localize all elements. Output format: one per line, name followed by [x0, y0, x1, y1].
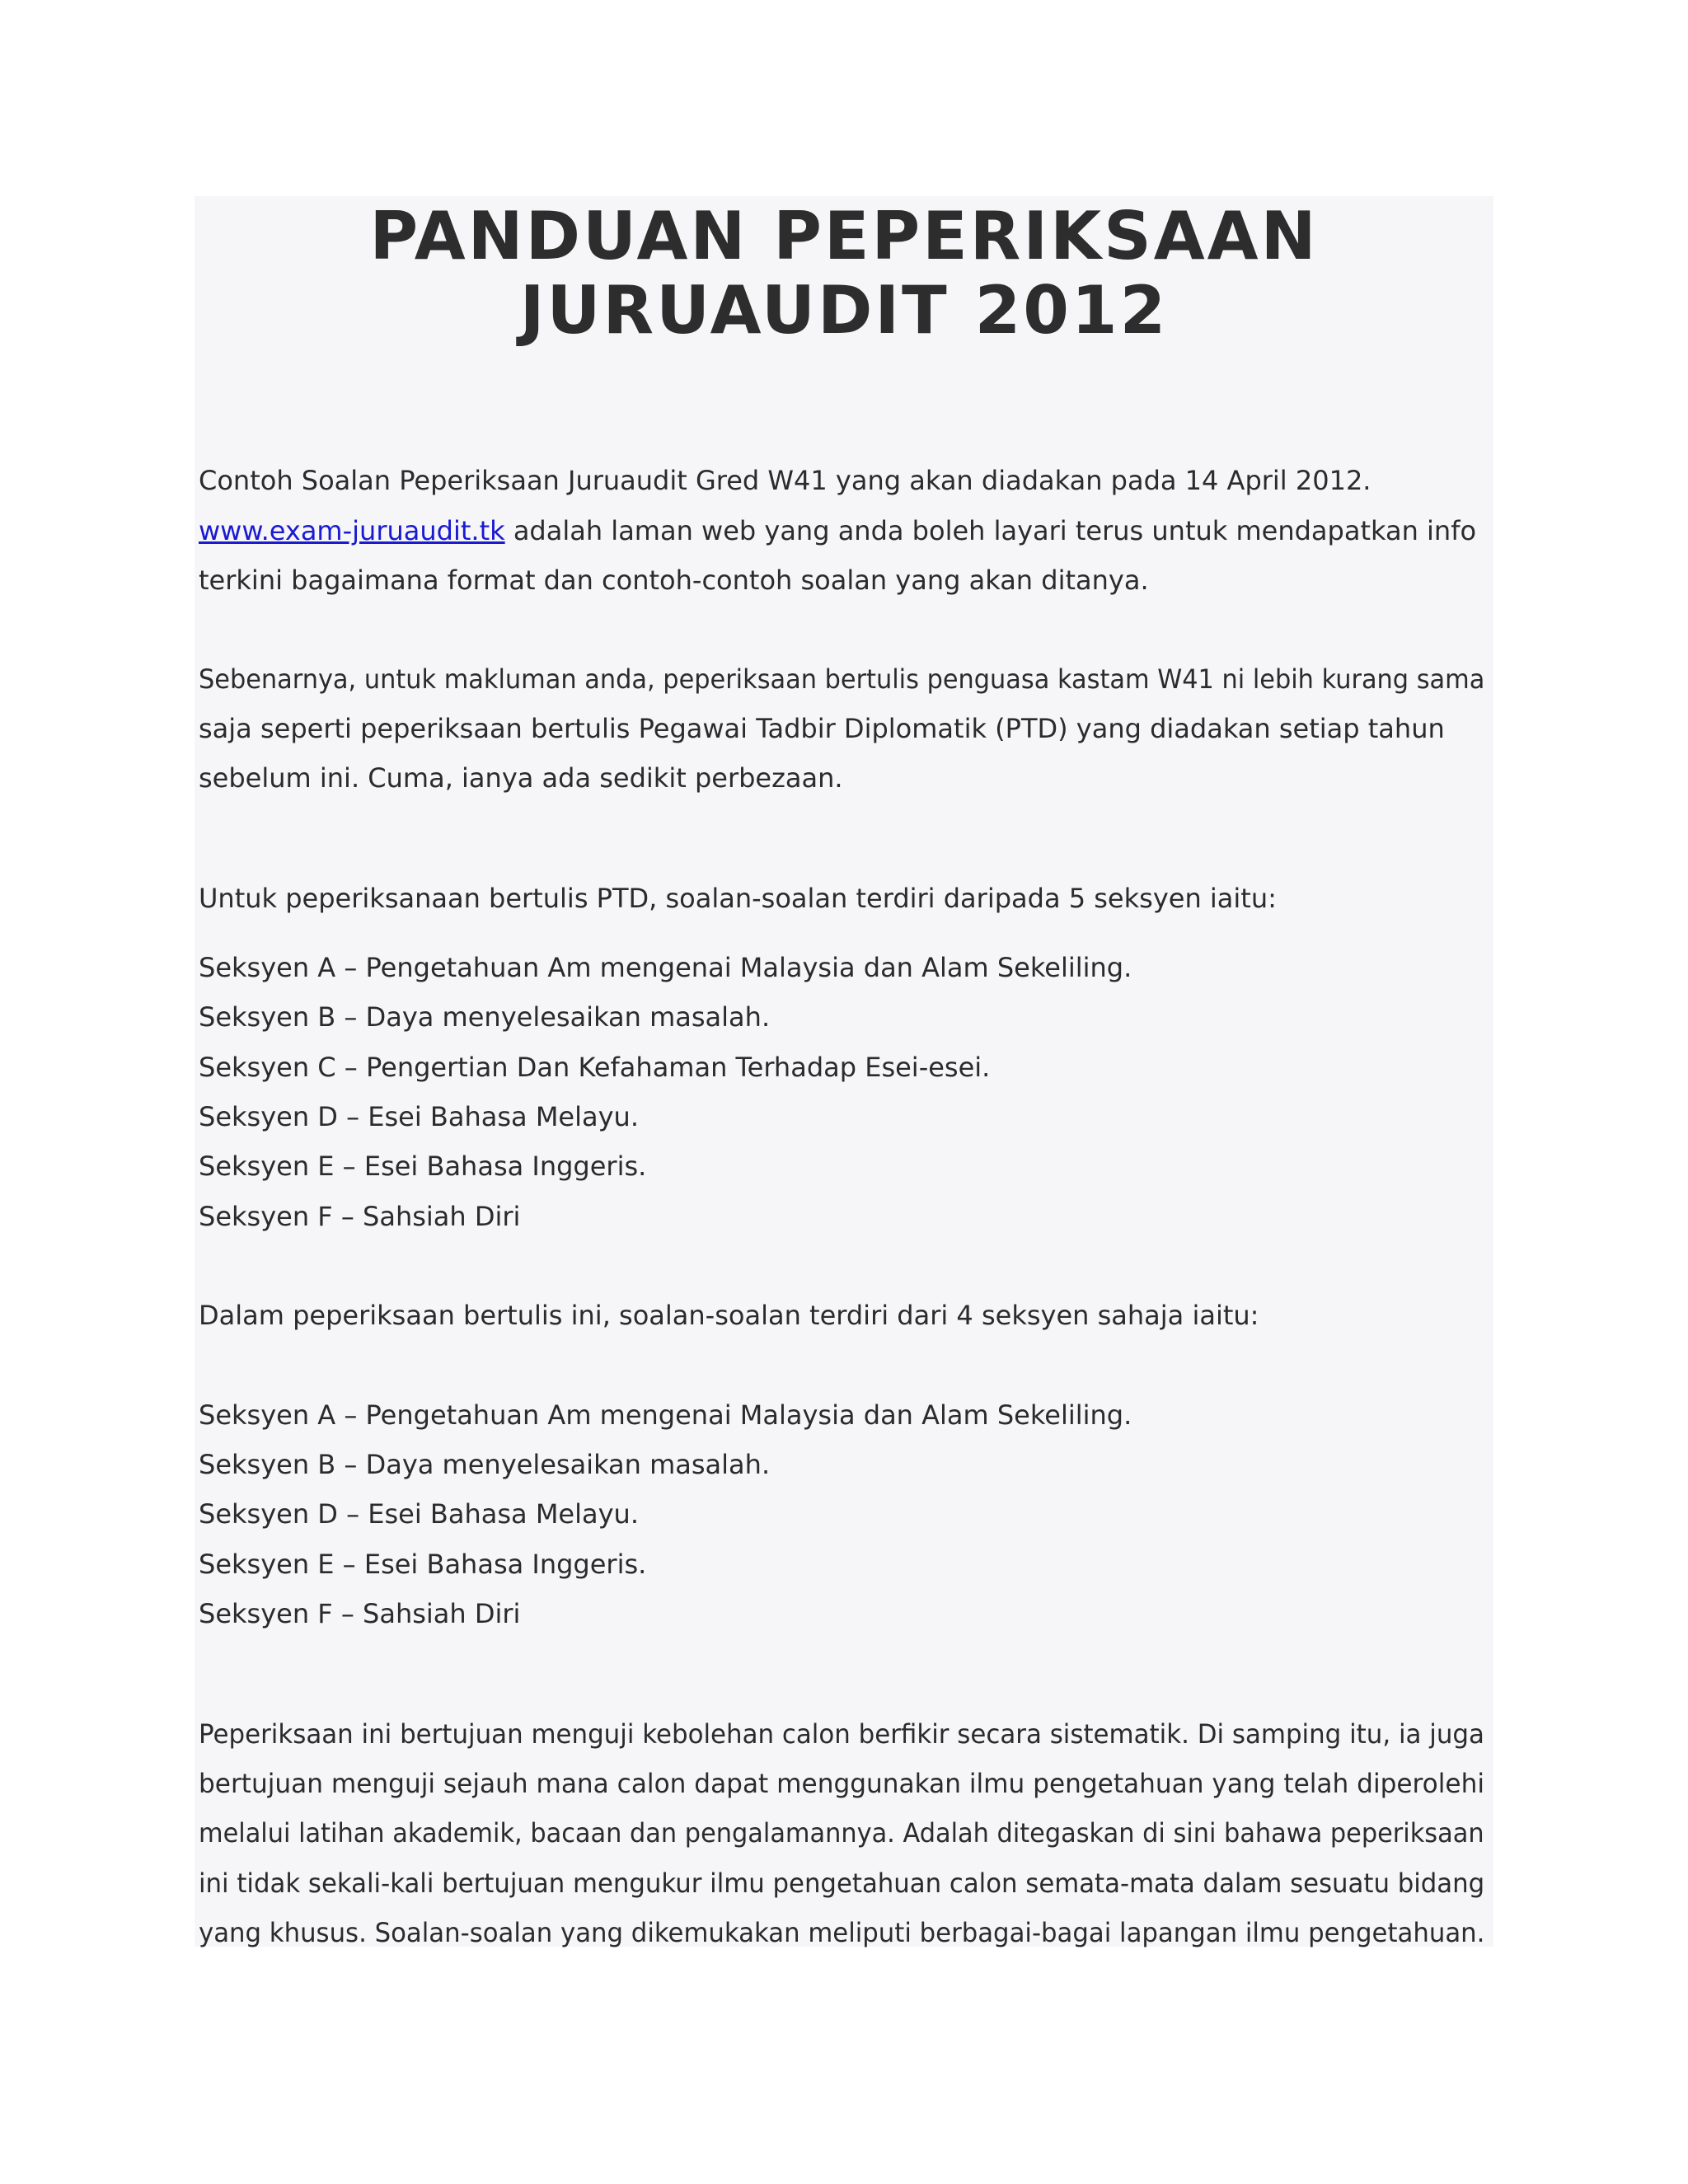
final-paragraph-line: ini tidak sekali-kali bertujuan mengukur ilmu pengetahuan calon semata-mata dalam sesuatu bidang: [199, 1868, 1485, 1899]
exam-section-item: Seksyen F – Sahsiah Diri: [199, 1598, 521, 1629]
final-paragraph-line: melalui latihan akademik, bacaan dan pengalamannya. Adalah ditegaskan di sini bahawa peperiksaan: [199, 1817, 1484, 1849]
ptd-sections-intro: Untuk peperiksanaan bertulis PTD, soalan-soalan terdiri daripada 5 seksyen iaitu:: [199, 883, 1277, 914]
page-title: PANDUAN PEPERIKSAAN JURUAUDIT 2012: [369, 198, 1319, 349]
ptd-section-item: Seksyen E – Esei Bahasa Inggeris.: [199, 1151, 647, 1182]
ptd-section-item: Seksyen C – Pengertian Dan Kefahaman Terhadap Esei-esei.: [199, 1052, 991, 1083]
exam-section-item: Seksyen D – Esei Bahasa Melayu.: [199, 1498, 639, 1530]
paragraph-2-line: Sebenarnya, untuk makluman anda, peperiksaan bertulis penguasa kastam W41 ni lebih kurang sama: [199, 663, 1485, 695]
exam-section-item: Seksyen B – Daya menyelesaikan masalah.: [199, 1449, 771, 1480]
final-paragraph-line: Peperiksaan ini bertujuan menguji kebolehan calon berfikir secara sistematik. Di samping itu, ia juga: [199, 1718, 1484, 1750]
paragraph-2-line: saja seperti peperiksaan bertulis Pegawai Tadbir Diplomatik (PTD) yang diadakan setiap tahun: [199, 713, 1445, 744]
exam-section-item: Seksyen A – Pengetahuan Am mengenai Malaysia dan Alam Sekeliling.: [199, 1399, 1132, 1431]
ptd-section-item: Seksyen D – Esei Bahasa Melayu.: [199, 1101, 639, 1132]
final-paragraph-line: bertujuan menguji sejauh mana calon dapat menggunakan ilmu pengetahuan yang telah diperolehi: [199, 1768, 1484, 1799]
intro-line-2: [199, 514, 1476, 547]
ptd-section-item: Seksyen A – Pengetahuan Am mengenai Malaysia dan Alam Sekeliling.: [199, 952, 1132, 983]
ptd-section-item: Seksyen F – Sahsiah Diri: [199, 1201, 521, 1232]
paragraph-2-line: sebelum ini. Cuma, ianya ada sedikit perbezaan.: [199, 762, 843, 794]
exam-sections-intro: Dalam peperiksaan bertulis ini, soalan-soalan terdiri dari 4 seksyen sahaja iaitu:: [199, 1300, 1259, 1331]
intro-line-1: Contoh Soalan Peperiksaan Juruaudit Gred W41 yang akan diadakan pada 14 April 2012.: [199, 465, 1372, 496]
intro-line-2-text: adalah laman web yang anda boleh layari terus untuk mendapatkan info: [504, 515, 1477, 546]
exam-site-link[interactable]: www.exam-juruaudit.tk: [199, 515, 505, 546]
exam-section-item: Seksyen E – Esei Bahasa Inggeris.: [199, 1549, 647, 1580]
final-paragraph-line: yang khusus. Soalan-soalan yang dikemukakan meliputi berbagai-bagai lapangan ilmu pengetahuan.: [199, 1917, 1485, 1948]
ptd-section-item: Seksyen B – Daya menyelesaikan masalah.: [199, 1001, 771, 1033]
intro-line-3: terkini bagaimana format dan contoh-contoh soalan yang akan ditanya.: [199, 565, 1149, 596]
